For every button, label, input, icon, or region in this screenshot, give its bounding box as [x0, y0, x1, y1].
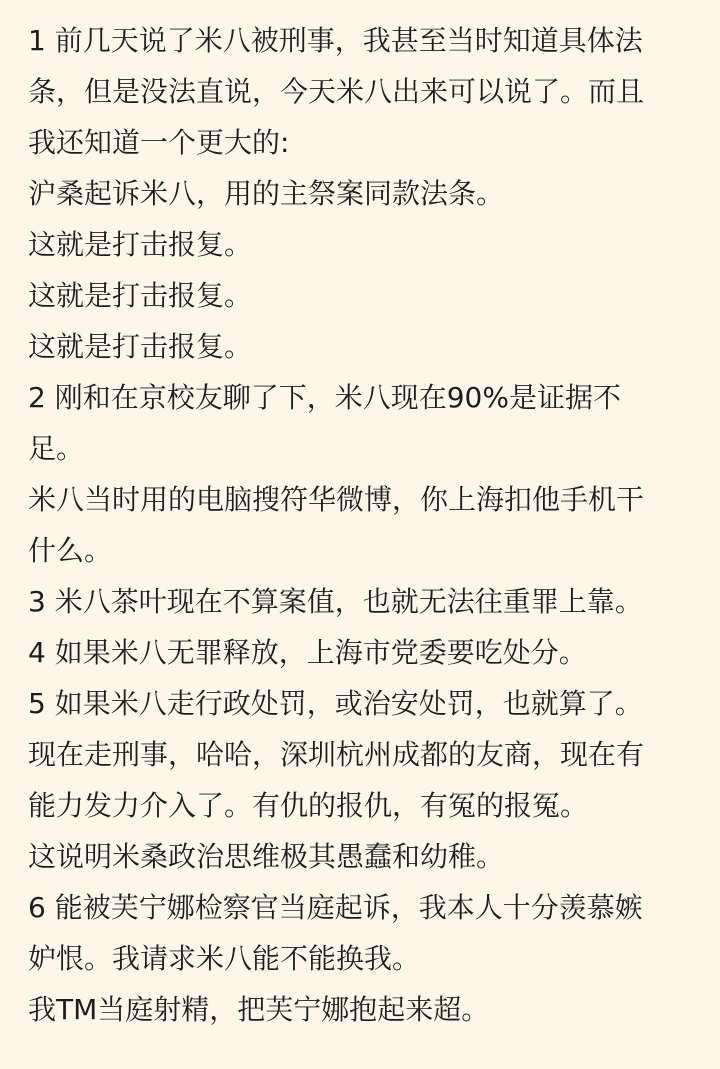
text-line-18: 6 能被芙宁娜检察官当庭起诉，我本人十分羡慕嫉	[28, 891, 643, 924]
text-line-15: 现在走刑事，哈哈，深圳杭州成都的友商，现在有	[28, 738, 645, 771]
text-line-13: 4 如果米八无罪释放，上海市党委要吃处分。	[28, 636, 587, 669]
text-line-20: 我TM当庭射精，把芙宁娜抱起来超。	[28, 993, 490, 1026]
text-line-1: 1 前几天说了米八被刑事，我甚至当时知道具体法	[28, 24, 643, 57]
text-line-14: 5 如果米八走行政处罚，或治安处罚，也就算了。	[28, 687, 643, 720]
text-line-7: 这就是打击报复。	[28, 330, 253, 363]
text-line-6: 这就是打击报复。	[28, 279, 253, 312]
text-line-11: 什么。	[28, 534, 113, 567]
text-line-3: 我还知道一个更大的:	[28, 126, 290, 159]
text-line-10: 米八当时用的电脑搜符华微博，你上海扣他手机干	[28, 483, 645, 516]
text-line-16: 能力发力介入了。有仇的报仇，有冤的报冤。	[28, 789, 589, 822]
text-line-17: 这说明米桑政治思维极其愚蠢和幼稚。	[28, 840, 505, 873]
text-line-4: 沪桑起诉米八，用的主祭案同款法条。	[28, 177, 505, 210]
text-line-8: 2 刚和在京校友聊了下，米八现在90%是证据不	[28, 381, 621, 414]
text-line-12: 3 米八茶叶现在不算案值，也就无法往重罪上靠。	[28, 585, 643, 618]
text-line-5: 这就是打击报复。	[28, 228, 253, 261]
text-line-9: 足。	[28, 432, 85, 465]
text-line-19: 妒恨。我请求米八能不能换我。	[28, 942, 421, 975]
text-line-2: 条，但是没法直说，今天米八出来可以说了。而且	[28, 75, 645, 108]
